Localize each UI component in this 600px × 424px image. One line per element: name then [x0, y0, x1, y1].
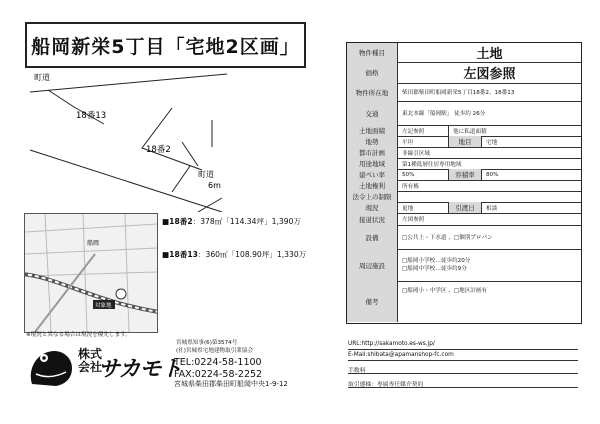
road-boundary-top	[30, 74, 227, 92]
lot-label-18-13: 18番13	[76, 111, 107, 121]
property-spec-table: 物件種目 土地 価格 左図参照 物件所在地 柴田郡柴田町船岡新栄5丁目18番2、18番13 交通 東北本線「船岡駅」 徒歩約 26分 土地面積 左記参照 他に私道面積 地勢 平坦 地目 宅地 都市計画 非線引区域 用途地域 第1種低層住居専用地域 建ぺい率 50% 容積率 80% 土地権利 所有権 法令上の制限 現況 更地 引渡日 相談 接道状況 左図参照 設備 □公共上・下水道 、□個別プロパン 周辺施設 □船岡小学校…徒歩約20分 □船岡中学校…徒歩約9分 備考 □船岡小・中学区 、□地区計画有	[346, 42, 582, 324]
logo-company-type: 株式会社	[78, 347, 103, 374]
road-label-right: 町道	[198, 170, 214, 179]
transport-value: 東北本線「船岡駅」 徒歩約 26分	[402, 111, 486, 117]
property-type: 土地	[476, 47, 503, 62]
location-map	[24, 213, 158, 333]
road-label-top: 町道	[34, 73, 50, 82]
logo-company-name: サカモト	[98, 357, 182, 382]
transaction-type: 取引態様：専属専任媒介契約	[348, 382, 424, 388]
price-line-2: ■18番13：360㎡「108.90坪」1,330万	[162, 250, 307, 259]
location-value: 柴田郡柴田町船岡新栄5丁目18番2、18番13	[402, 90, 515, 96]
price-value: 左図参照	[463, 67, 516, 82]
email-address[interactable]: E-Mail:shibata@apamanshop-fc.com	[348, 352, 454, 358]
fee-label: 手数料	[348, 368, 366, 374]
lot-label-18-2: 18番2	[146, 145, 171, 155]
frog-logo-icon	[26, 344, 78, 390]
website-url[interactable]: URL:http://sakamoto.es-ws.jp/	[348, 341, 435, 347]
site-plan	[22, 62, 322, 212]
agency-address: 宮城県柴田郡柴田町船岡中央1-9-12	[174, 380, 288, 388]
target-label: 対象地	[95, 303, 112, 309]
map-label-funaoka: 船岡	[87, 240, 100, 247]
price-line-1: ■18番2：378㎡「114.34坪」1,390万	[162, 217, 301, 226]
disclaimer-note: ※現況と異なる場合は現況を優先します。	[26, 332, 131, 338]
agency-phone: TEL:0224-58-1100 FAX:0224-58-2252	[174, 357, 263, 380]
road-width-label: 6m	[208, 181, 221, 190]
page-title: 船岡新栄5丁目「宅地2区画」	[25, 22, 306, 68]
agency-license: 宮城県知事(6)第3574号 (社)宮城県宅地建物取引業協会	[176, 340, 254, 354]
